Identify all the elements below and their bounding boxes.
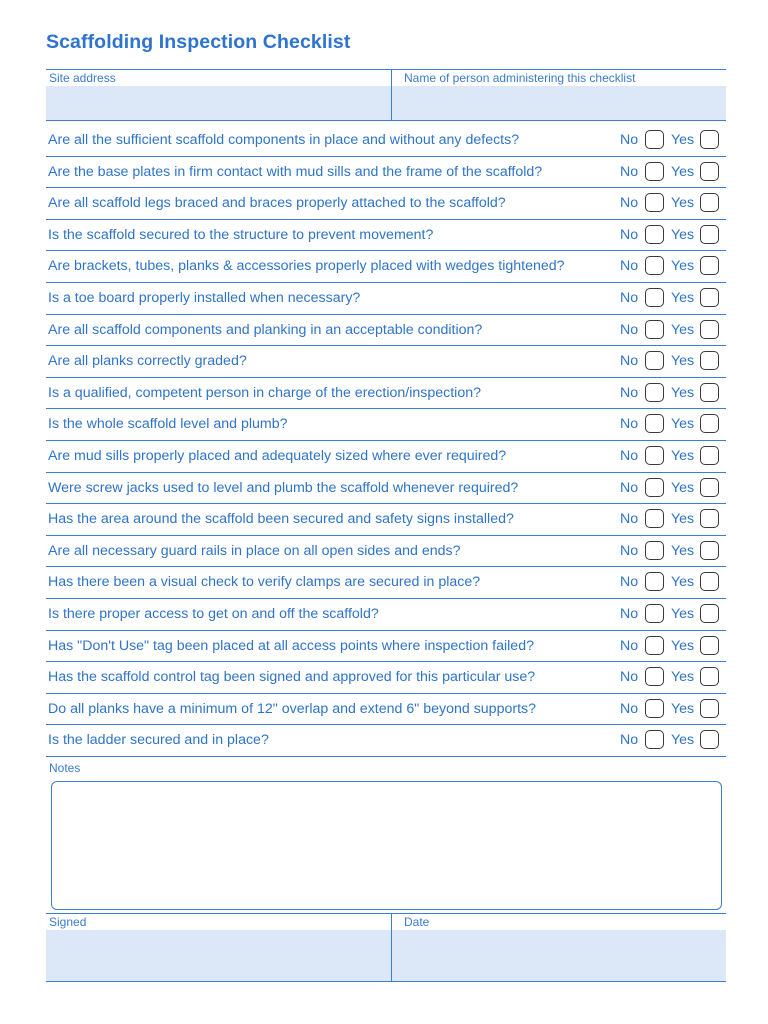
question-text: Are the base plates in firm contact with mud sills and the frame of the scaffold? <box>48 163 543 180</box>
question-row <box>46 631 726 663</box>
no-checkbox[interactable] <box>645 446 664 465</box>
question-row <box>46 188 726 220</box>
yes-checkbox[interactable] <box>700 509 719 528</box>
question-row <box>46 315 726 347</box>
yes-label: Yes <box>671 416 695 433</box>
yes-label: Yes <box>671 290 695 306</box>
date-cell <box>391 914 726 981</box>
no-checkbox[interactable] <box>645 320 664 339</box>
no-label: No <box>620 669 639 686</box>
yes-label: Yes <box>671 669 695 686</box>
no-label: No <box>620 290 639 306</box>
question-row <box>46 662 726 694</box>
no-checkbox[interactable] <box>645 572 664 591</box>
no-label: No <box>620 226 639 243</box>
no-checkbox[interactable] <box>645 130 664 149</box>
yes-label: Yes <box>671 448 695 464</box>
question-text: Has the area around the scaffold been secured and safety signs installed? <box>48 511 514 528</box>
yes-checkbox[interactable] <box>700 351 719 370</box>
question-text: Is a qualified, competent person in charge of the erection/inspection? <box>48 384 481 401</box>
question-row <box>46 536 726 568</box>
page-title: Scaffolding Inspection Checklist <box>46 31 351 53</box>
no-checkbox[interactable] <box>645 604 664 623</box>
question-row <box>46 378 726 410</box>
no-label: No <box>620 416 639 433</box>
question-row <box>46 725 726 757</box>
question-row <box>46 409 726 441</box>
question-text: Are mud sills properly placed and adequately sized where ever required? <box>48 448 507 464</box>
question-text: Has "Don't Use" tag been placed at all access points where inspection failed? <box>48 637 534 654</box>
notes-label: Notes <box>49 761 81 775</box>
question-text: Has the scaffold control tag been signed and approved for this particular use? <box>48 669 536 686</box>
date-label: Date <box>404 915 430 929</box>
no-checkbox[interactable] <box>645 383 664 402</box>
no-label: No <box>620 479 639 496</box>
question-row <box>46 220 726 252</box>
no-label: No <box>620 132 639 148</box>
question-text: Are all the sufficient scaffold components in place and without any defects? <box>48 132 520 148</box>
no-label: No <box>620 258 639 275</box>
no-checkbox[interactable] <box>645 699 664 718</box>
no-label: No <box>620 700 639 717</box>
question-text: Is the whole scaffold level and plumb? <box>48 416 288 433</box>
yes-checkbox[interactable] <box>700 162 719 181</box>
yes-label: Yes <box>671 732 695 749</box>
yes-label: Yes <box>671 226 695 243</box>
site-address-label: Site address <box>49 71 116 85</box>
no-checkbox[interactable] <box>645 225 664 244</box>
yes-label: Yes <box>671 353 695 370</box>
question-text: Is the ladder secured and in place? <box>48 732 269 749</box>
no-label: No <box>620 353 639 370</box>
yes-label: Yes <box>671 479 695 496</box>
question-row <box>46 125 726 157</box>
footer-fields <box>46 913 726 982</box>
notes-field[interactable] <box>51 781 722 910</box>
yes-checkbox[interactable] <box>700 572 719 591</box>
administrator-label: Name of person administering this checklist <box>404 71 636 85</box>
yes-checkbox[interactable] <box>700 130 719 149</box>
question-text: Are all scaffold components and planking in an acceptable condition? <box>48 321 483 338</box>
no-checkbox[interactable] <box>645 478 664 497</box>
question-row <box>46 504 726 536</box>
yes-checkbox[interactable] <box>700 699 719 718</box>
no-label: No <box>620 195 639 212</box>
yes-checkbox[interactable] <box>700 478 719 497</box>
no-checkbox[interactable] <box>645 288 664 307</box>
site-address-cell <box>46 70 391 120</box>
no-checkbox[interactable] <box>645 509 664 528</box>
no-label: No <box>620 448 639 464</box>
signed-cell <box>46 914 391 981</box>
question-text: Are brackets, tubes, planks & accessories properly placed with wedges tightened? <box>48 258 565 275</box>
no-label: No <box>620 606 639 622</box>
no-label: No <box>620 163 639 180</box>
no-label: No <box>620 574 639 591</box>
question-text: Are all scaffold legs braced and braces properly attached to the scaffold? <box>48 195 506 212</box>
question-row <box>46 346 726 378</box>
yes-label: Yes <box>671 511 695 528</box>
yes-label: Yes <box>671 321 695 338</box>
yes-checkbox[interactable] <box>700 446 719 465</box>
no-checkbox[interactable] <box>645 414 664 433</box>
question-text: Do all planks have a minimum of 12" overlap and extend 6" beyond supports? <box>48 700 537 717</box>
no-label: No <box>620 321 639 338</box>
question-row <box>46 157 726 189</box>
no-checkbox[interactable] <box>645 730 664 749</box>
yes-checkbox[interactable] <box>700 193 719 212</box>
question-text: Are all planks correctly graded? <box>48 353 247 370</box>
yes-checkbox[interactable] <box>700 604 719 623</box>
question-row <box>46 251 726 283</box>
yes-checkbox[interactable] <box>700 667 719 686</box>
yes-checkbox[interactable] <box>700 320 719 339</box>
yes-checkbox[interactable] <box>700 225 719 244</box>
no-checkbox[interactable] <box>645 667 664 686</box>
no-label: No <box>620 384 639 401</box>
yes-checkbox[interactable] <box>700 256 719 275</box>
signature-field[interactable] <box>46 930 391 981</box>
yes-label: Yes <box>671 258 695 275</box>
yes-label: Yes <box>671 542 695 559</box>
question-text: Are all necessary guard rails in place on all open sides and ends? <box>48 542 461 559</box>
yes-checkbox[interactable] <box>700 383 719 402</box>
administrator-name-field[interactable] <box>392 86 726 120</box>
question-row <box>46 283 726 315</box>
yes-label: Yes <box>671 700 695 717</box>
no-checkbox[interactable] <box>645 193 664 212</box>
no-label: No <box>620 732 639 749</box>
yes-label: Yes <box>671 637 695 654</box>
question-text: Has there been a visual check to verify clamps are secured in place? <box>48 574 481 591</box>
yes-checkbox[interactable] <box>700 541 719 560</box>
question-row <box>46 567 726 599</box>
site-address-field[interactable] <box>46 86 391 120</box>
no-label: No <box>620 637 639 654</box>
question-text: Is the scaffold secured to the structure to prevent movement? <box>48 226 434 243</box>
question-row <box>46 694 726 726</box>
question-text: Is a toe board properly installed when necessary? <box>48 290 361 306</box>
signed-label: Signed <box>49 915 87 929</box>
yes-checkbox[interactable] <box>700 414 719 433</box>
question-row <box>46 599 726 631</box>
yes-checkbox[interactable] <box>700 636 719 655</box>
yes-checkbox[interactable] <box>700 730 719 749</box>
administrator-cell <box>391 70 726 120</box>
header-fields <box>46 69 726 121</box>
yes-label: Yes <box>671 384 695 401</box>
no-checkbox[interactable] <box>645 162 664 181</box>
no-checkbox[interactable] <box>645 256 664 275</box>
question-row <box>46 441 726 473</box>
yes-label: Yes <box>671 195 695 212</box>
no-label: No <box>620 511 639 528</box>
no-checkbox[interactable] <box>645 636 664 655</box>
no-checkbox[interactable] <box>645 351 664 370</box>
no-checkbox[interactable] <box>645 541 664 560</box>
yes-label: Yes <box>671 574 695 591</box>
question-text: Is there proper access to get on and off the scaffold? <box>48 606 379 622</box>
question-text: Were screw jacks used to level and plumb the scaffold whenever required? <box>48 479 519 496</box>
no-label: No <box>620 542 639 559</box>
yes-checkbox[interactable] <box>700 288 719 307</box>
yes-label: Yes <box>671 132 695 148</box>
date-field[interactable] <box>392 930 726 981</box>
yes-label: Yes <box>671 606 695 622</box>
question-row <box>46 473 726 505</box>
yes-label: Yes <box>671 163 695 180</box>
